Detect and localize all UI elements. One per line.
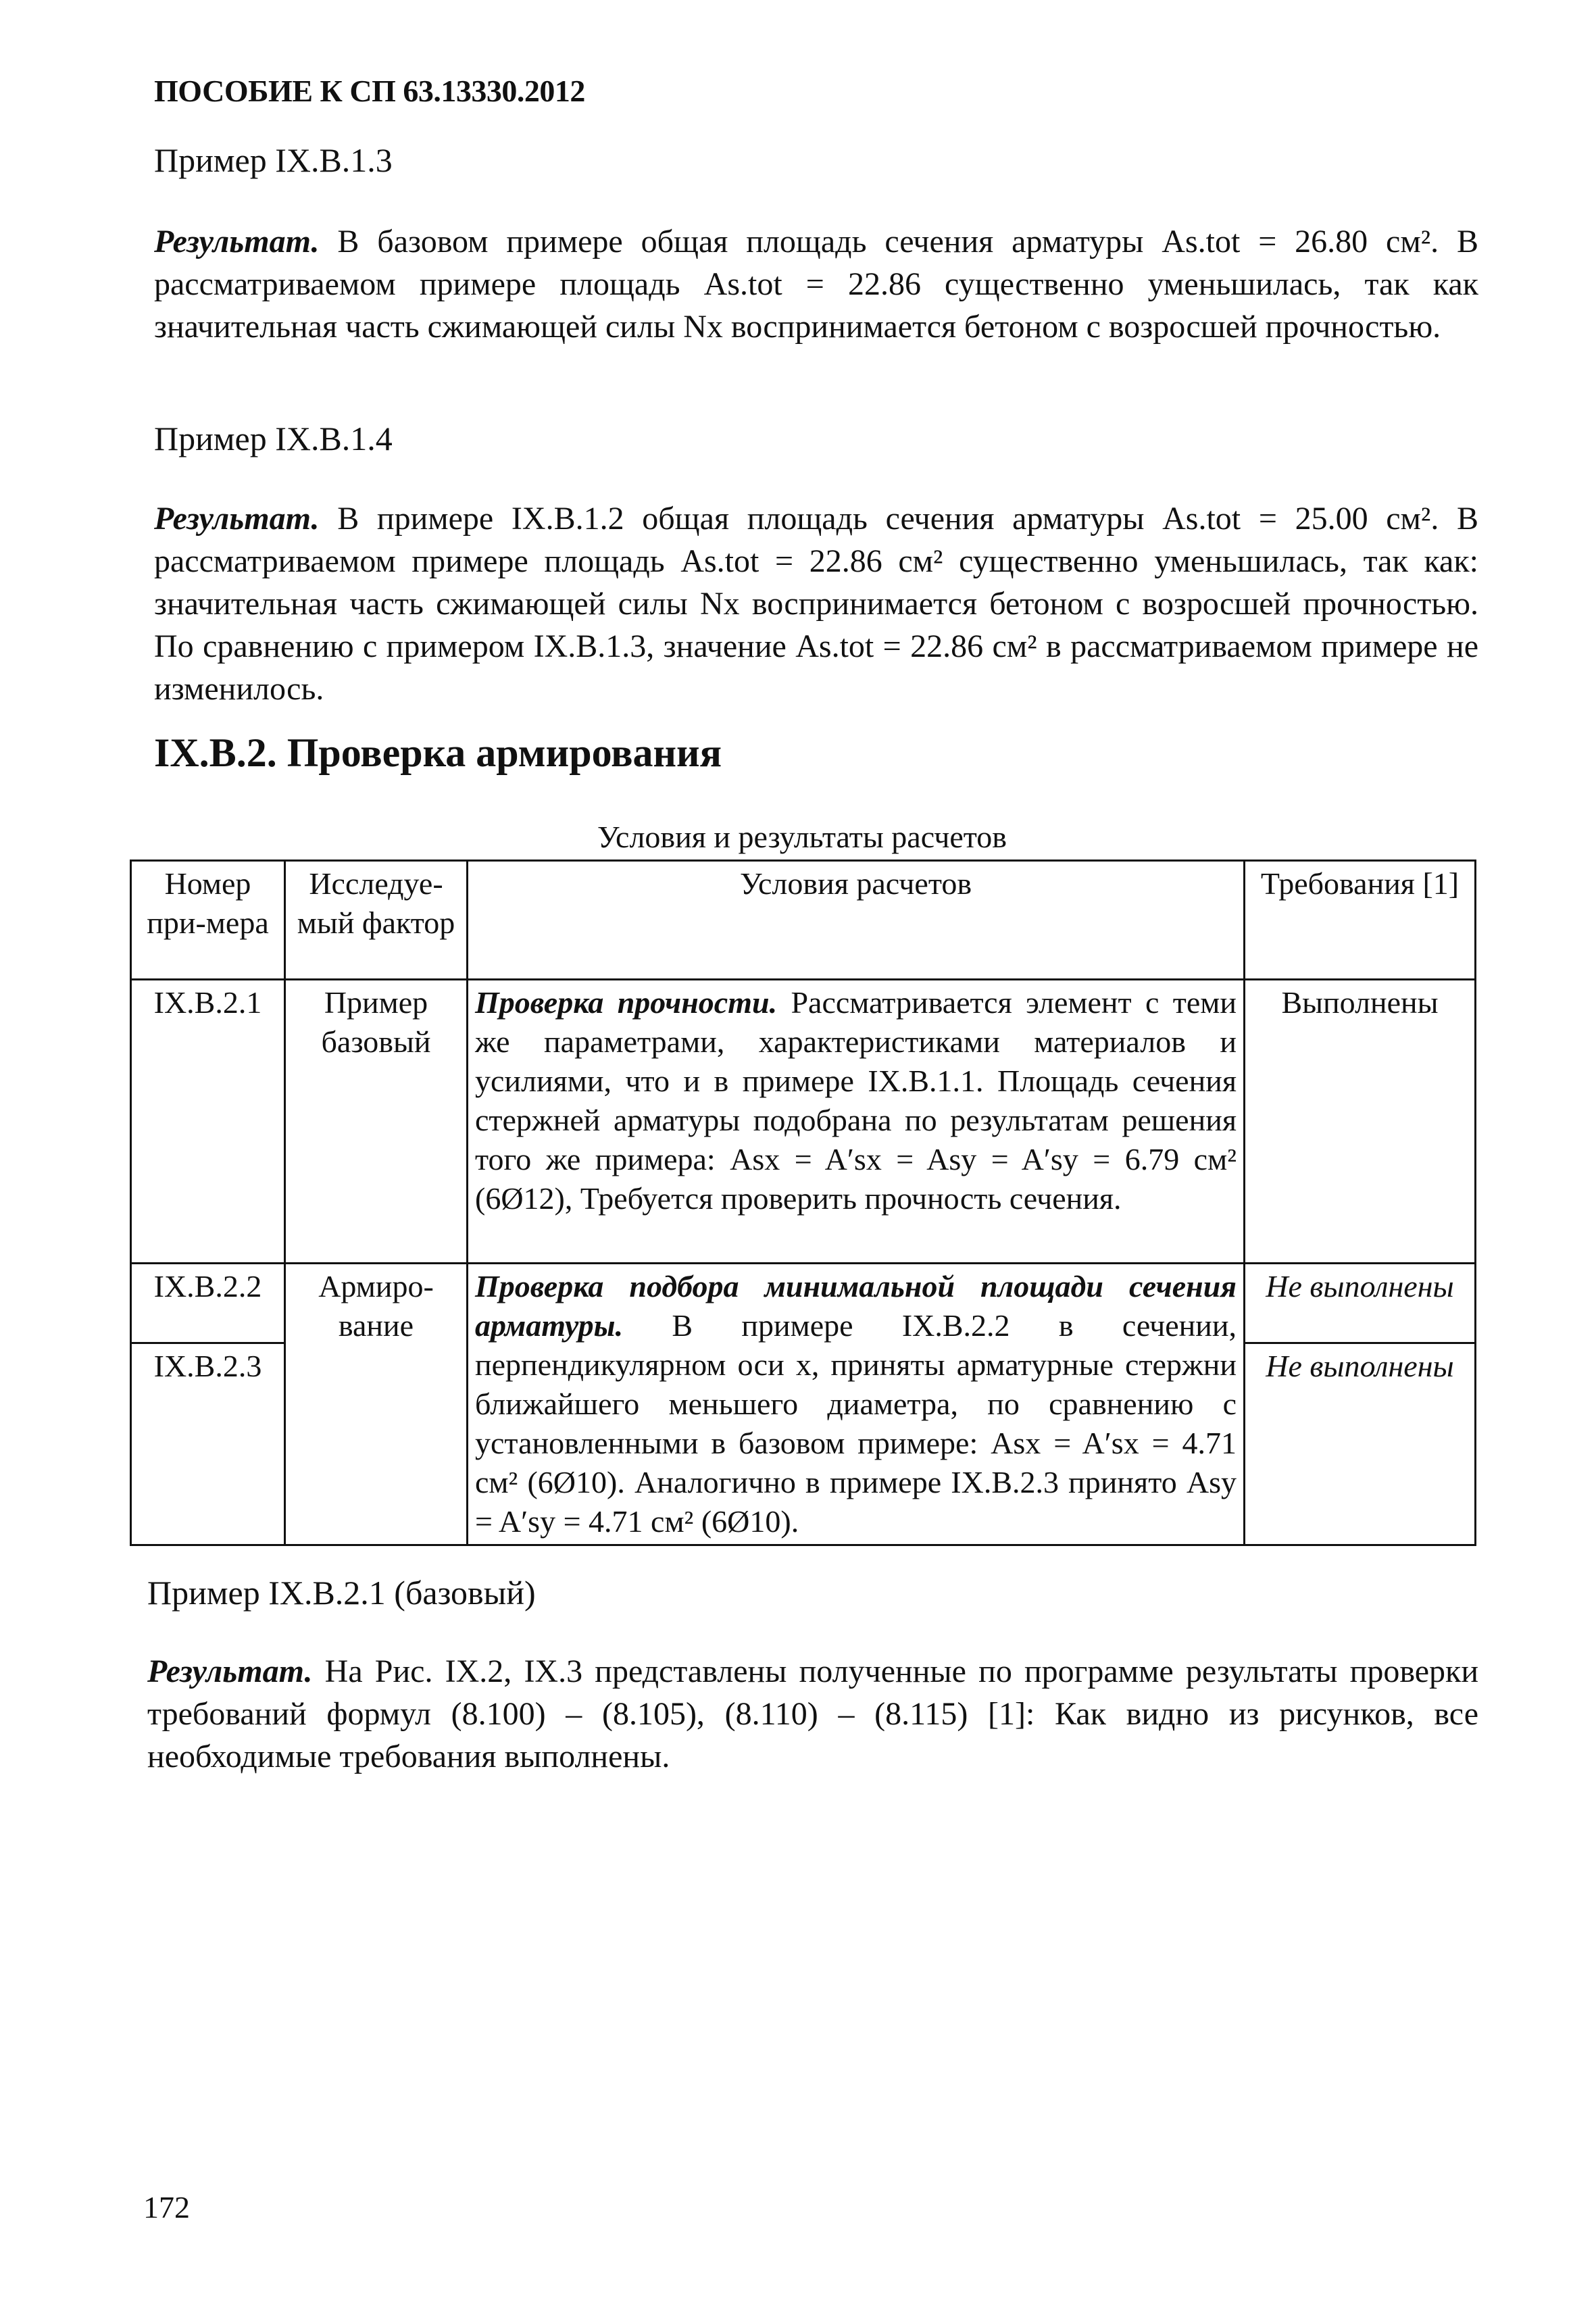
row-conditions	[468, 980, 1245, 1264]
result-label: Результат.	[154, 501, 320, 537]
conditions-text: В примере IX.B.2.2 в сечении, перпендикулярном оси x, приняты арматурные стержни ближайшего меньшего диаметра, по сравнению с установленными в базовом примере: Asx = A′sx = 4.71 см² (6Ø10). Аналогично в примере IX.B.2.3 принято Asy = A′sy = 4.71 см² (6Ø10).	[475, 1308, 1237, 1539]
example-1-3-text: В базовом примере общая площадь сечения арматуры As.tot = 26.80 см². В рассматриваемом примере площадь As.tot = 22.86 существенно уменьшилась, так как значительная часть сжимающей силы Nx воспринимается бетоном с возросшей прочностью.	[154, 224, 1479, 345]
header-factor: Исследуе-мый фактор	[285, 861, 468, 980]
table-row	[131, 980, 1476, 1264]
page-number: 172	[143, 2190, 190, 2224]
row-factor: Армиро-вание	[285, 1264, 468, 1545]
row-requirement: Не выполнены	[1245, 1264, 1476, 1343]
table-caption: Условия и результаты расчетов	[597, 820, 1007, 854]
header-conditions: Условия расчетов	[468, 861, 1245, 980]
result-label: Результат.	[147, 1653, 313, 1689]
row-number: IX.B.2.3	[131, 1343, 285, 1545]
row-conditions	[468, 1264, 1245, 1545]
conditions-lead: Проверка подбора минимальной площади сечения арматуры.	[475, 1269, 1237, 1343]
page-header: ПОСОБИЕ К СП 63.13330.2012	[154, 74, 585, 108]
conditions-lead: Проверка прочности.	[475, 985, 778, 1020]
example-1-4-paragraph	[154, 497, 1478, 710]
example-2-1-text: На Рис. IX.2, IX.3 представлены полученные по программе результаты проверки требований формул (8.100) – (8.105), (8.110) – (8.115) [1]: Как видно из рисунков, все необходимые требования выполнены.	[147, 1653, 1479, 1774]
example-1-4-text: В примере IX.B.1.2 общая площадь сечения арматуры As.tot = 25.00 см². В рассматриваемом примере площадь As.tot = 22.86 см² существенно уменьшилась, так как: значительная часть сжимающей силы Nx воспринимается бетоном с возросшей прочностью. По сравнению с примером IX.B.1.3, значение As.tot = 22.86 см² в рассматриваемом примере не изменилось.	[154, 501, 1479, 707]
example-2-1-heading: Пример IX.B.2.1 (базовый)	[147, 1574, 536, 1612]
example-1-3-paragraph	[154, 220, 1478, 348]
conditions-text: Рассматривается элемент с теми же параметрами, характеристиками материалов и усилиями, что и в примере IX.B.1.1. Площадь сечения стержней арматуры подобрана по результатам решения того же примера: Asx = A′sx = Asy = A′sy = 6.79 см² (6Ø12), Требуется проверить прочность сечения.	[475, 985, 1237, 1216]
results-table	[130, 860, 1476, 1546]
example-2-1-paragraph	[147, 1650, 1478, 1778]
result-label: Результат.	[154, 224, 320, 259]
example-1-4-heading: Пример IX.B.1.4	[154, 420, 393, 457]
row-requirement: Не выполнены	[1245, 1343, 1476, 1545]
header-requirements: Требования [1]	[1245, 861, 1476, 980]
row-factor: Пример базовый	[285, 980, 468, 1264]
row-requirement: Выполнены	[1245, 980, 1476, 1264]
example-1-3-heading: Пример IX.B.1.3	[154, 141, 393, 179]
row-number: IX.B.2.1	[131, 980, 285, 1264]
table-row	[131, 1264, 1476, 1343]
header-number: Номер при-мера	[131, 861, 285, 980]
section-title: IX.B.2. Проверка армирования	[154, 730, 722, 775]
row-number: IX.B.2.2	[131, 1264, 285, 1343]
table-header-row	[131, 861, 1476, 980]
